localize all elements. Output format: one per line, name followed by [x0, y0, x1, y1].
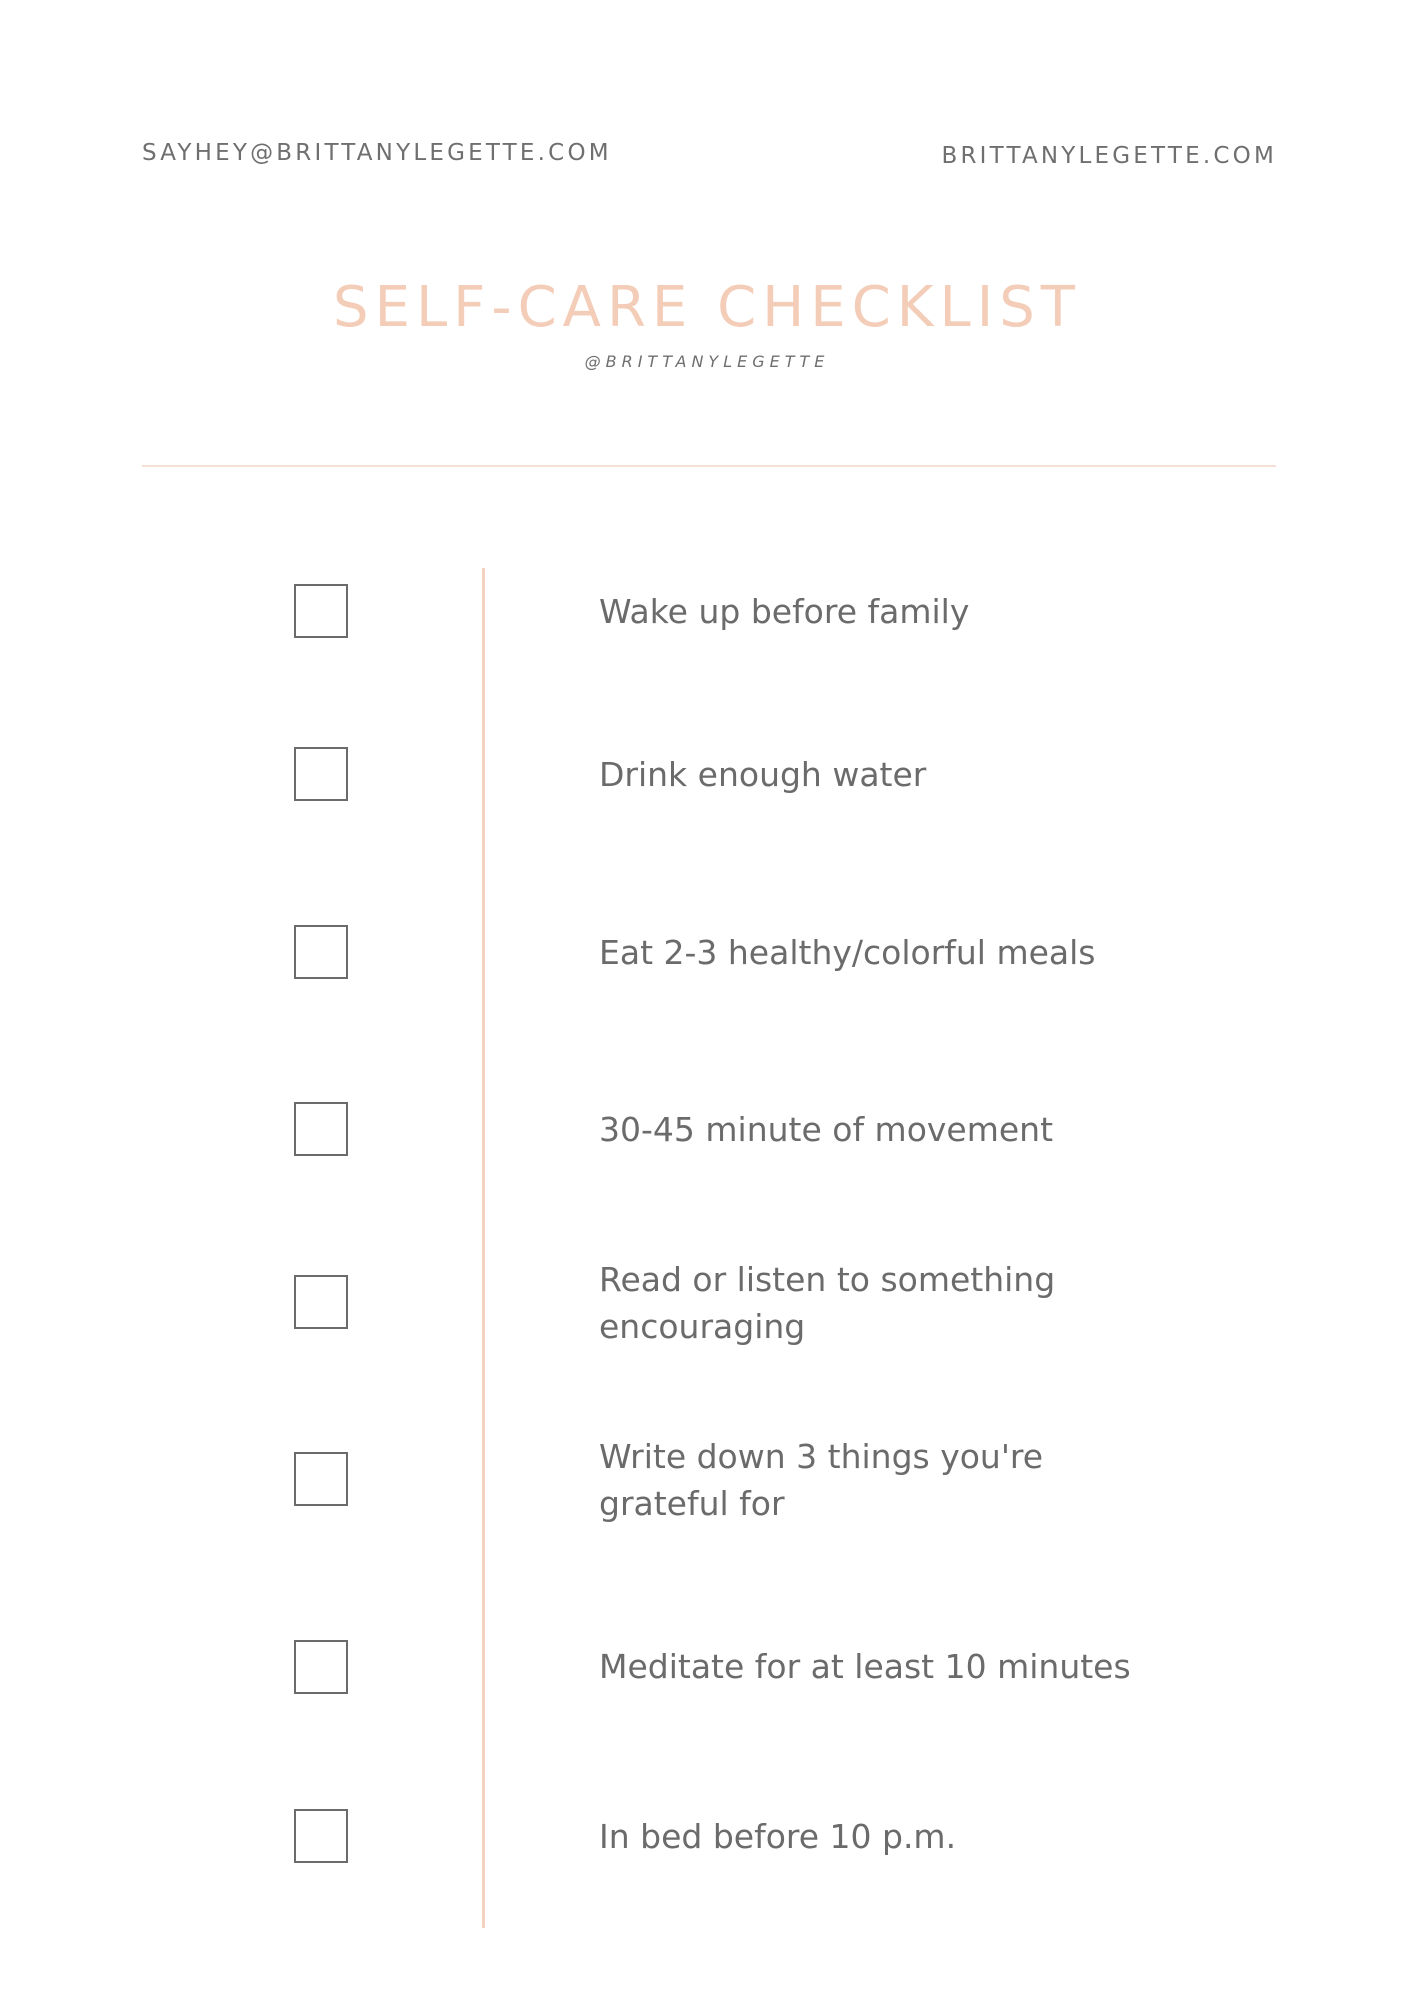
checklist-checkbox-7[interactable]	[294, 1640, 348, 1694]
header-divider	[142, 465, 1276, 467]
checklist-checkbox-8[interactable]	[294, 1809, 348, 1863]
header-email[interactable]: SAYHEY@BRITTANYLEGETTE.COM	[142, 140, 612, 166]
checklist-checkbox-2[interactable]	[294, 747, 348, 801]
header-website[interactable]: BRITTANYLEGETTE.COM	[941, 143, 1277, 169]
checklist-checkbox-3[interactable]	[294, 925, 348, 979]
page-handle: @BRITTANYLEGETTE	[584, 352, 830, 371]
page-title: SELF-CARE CHECKLIST	[333, 275, 1081, 340]
checklist-item-label-2: Drink enough water	[599, 755, 927, 794]
checklist-item-label-3: Eat 2-3 healthy/colorful meals	[599, 933, 1096, 972]
checklist-item-label-4: 30-45 minute of movement	[599, 1110, 1054, 1149]
checklist-checkbox-1[interactable]	[294, 584, 348, 638]
checklist-checkbox-4[interactable]	[294, 1102, 348, 1156]
checklist-item-label-7: Meditate for at least 10 minutes	[599, 1647, 1131, 1686]
checklist-checkbox-5[interactable]	[294, 1275, 348, 1329]
checklist-item-label-1: Wake up before family	[599, 592, 970, 631]
checklist-vertical-line	[482, 568, 485, 1928]
checklist-checkbox-6[interactable]	[294, 1452, 348, 1506]
checklist-item-label-5: Read or listen to something encouraging	[599, 1260, 1056, 1346]
checklist-item-label-6: Write down 3 things you're grateful for	[599, 1437, 1044, 1523]
checklist-item-label-8: In bed before 10 p.m.	[599, 1817, 957, 1856]
